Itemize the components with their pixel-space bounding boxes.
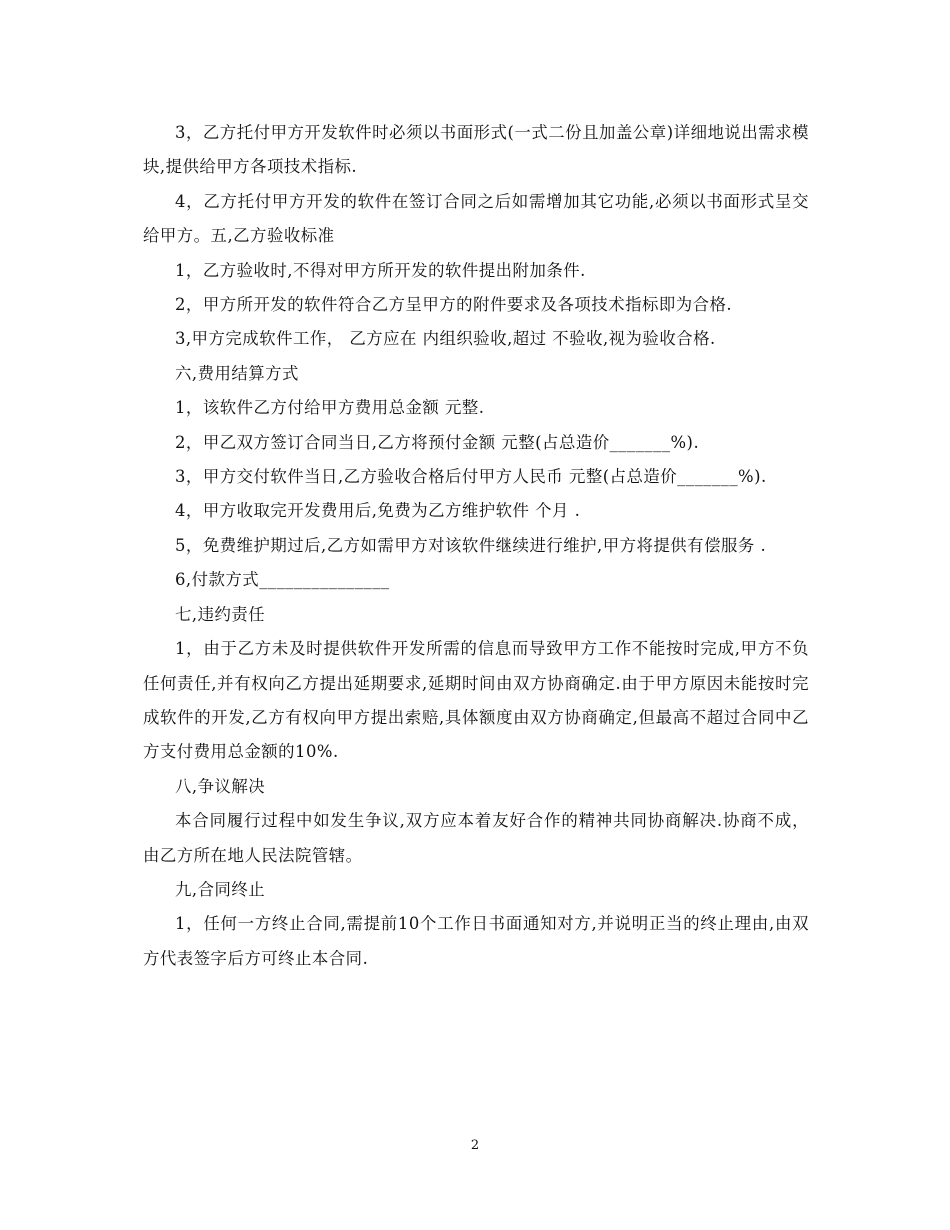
paragraph-breach-1: 1，由于乙方未及时提供软件开发所需的信息而导致甲方工作不能按时完成,甲方不负任何责任,并有权向乙方提出延期要求,延期时间由双方协商确定.由于甲方原因未能按时完成软件的开发,乙方有权向甲方提出索赔,具体额度由双方协商确定,但最高不超过合同中乙方支付费用总金额的10%. [143,639,809,762]
paragraph-acceptance-1: 1，乙方验收时,不得对甲方所开发的软件提出附加条件. [175,260,586,280]
paragraph-payment-4: 4，甲方收取完开发费用后,免费为乙方维护软件 个月 . [175,501,581,521]
paragraph-payment-2: 2，甲乙双方签订合同当日,乙方将预付金额 元整(占总造价_______%). [175,432,700,452]
paragraph-acceptance-2: 2，甲方所开发的软件符合乙方呈甲方的附件要求及各项技术指标即为合格. [175,295,733,315]
paragraph-clause-4-additional-features: 4，乙方托付甲方开发的软件在签订合同之后如需增加其它功能,必须以书面形式呈交给甲方。五,乙方验收标准 [143,191,809,246]
section-heading-breach: 七,违约责任 [175,604,266,624]
paragraph-clause-3-requirements: 3，乙方托付甲方开发软件时必须以书面形式(一式二份且加盖公章)详细地说出需求模块,提供给甲方各项技术指标. [143,123,809,177]
section-heading-payment: 六,费用结算方式 [175,363,299,383]
paragraph-payment-6: 6,付款方式_______________ [175,570,390,590]
paragraph-payment-5: 5，免费维护期过后,乙方如需甲方对该软件继续进行维护,甲方将提供有偿服务 . [175,535,767,555]
section-heading-termination: 九,合同终止 [175,879,266,899]
paragraph-termination-1: 1，任何一方终止合同,需提前10个工作日书面通知对方,并说明正当的终止理由,由双方代表签字后方可终止本合同. [143,914,809,968]
paragraph-dispute: 本合同履行过程中如发生争议,双方应本着友好合作的精神共同协商解决.协商不成，由乙方所在地人民法院管辖。 [143,811,809,865]
paragraph-payment-3: 3，甲方交付软件当日,乙方验收合格后付甲方人民币 元整(占总造价_______%). [175,467,767,487]
paragraph-payment-1: 1，该软件乙方付给甲方费用总金额 元整. [175,398,485,418]
section-heading-dispute: 八,争议解决 [175,776,266,796]
document-body [143,116,809,976]
page-number: 2 [470,1138,480,1153]
paragraph-acceptance-3: 3,甲方完成软件工作， 乙方应在 内组织验收,超过 不验收,视为验收合格. [175,329,716,349]
